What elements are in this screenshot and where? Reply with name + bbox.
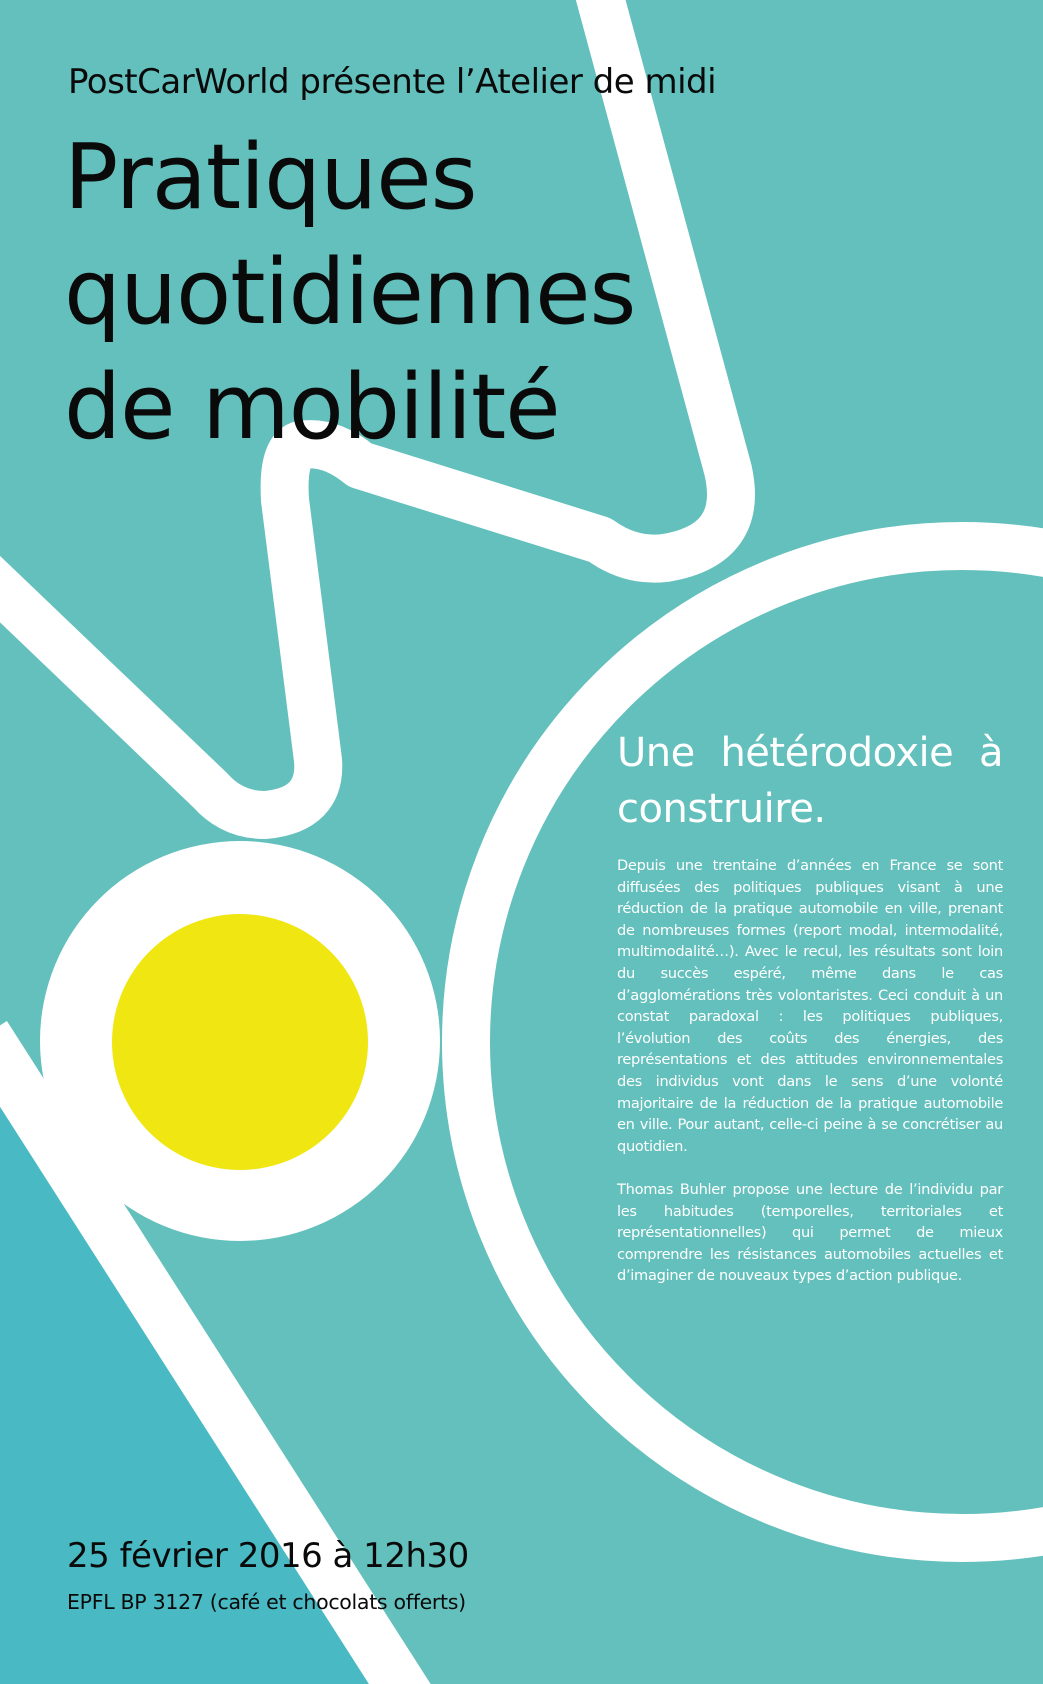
presenter-line: PostCarWorld présente l’Atelier de midi (68, 62, 717, 102)
description-paragraph-1: Depuis une trentaine d’années en France se sont diffusées des politiques publiques visant à une réduction de la pratique automobile en ville, prenant de nombreuses formes (report modal, intermodalité, multimodalité…). Avec le recul, les résultats sont loin du succès espéré, même dans le cas d’agglomérations très volontaristes. Ceci conduit à un constat paradoxal : les politiques publiques, l’évolution des coûts des énergies, des représentations et des attitudes environnementales des individus vont dans le sens d’une volonté majoritaire de la réduction de la pratique automobile en ville. Pour autant, celle-ci peine à se concrétiser au quotidien. (617, 857, 1003, 1155)
poster-title (64, 120, 635, 465)
title-line-1: Pratiques (64, 125, 477, 230)
event-date: 25 février 2016 à 12h30 (67, 1536, 469, 1576)
event-venue: EPFL BP 3127 (café et chocolats offerts) (67, 1590, 466, 1614)
headline-line-2: construire. (617, 786, 826, 832)
title-line-2: quotidiennes (64, 240, 636, 345)
description (617, 855, 1003, 1308)
headline-line-1: Une hétérodoxie à (617, 730, 1003, 776)
sun-icon (112, 914, 368, 1170)
headline (617, 725, 1003, 837)
title-line-3: de mobilité (64, 355, 560, 460)
description-paragraph-2: Thomas Buhler propose une lecture de l’individu par les habitudes (temporelles, territoriales et représentationnelles) qui permet de mieux comprendre les résistances automobiles actuelles et d’imaginer de nouveaux types d’action publique. (617, 1180, 1003, 1285)
